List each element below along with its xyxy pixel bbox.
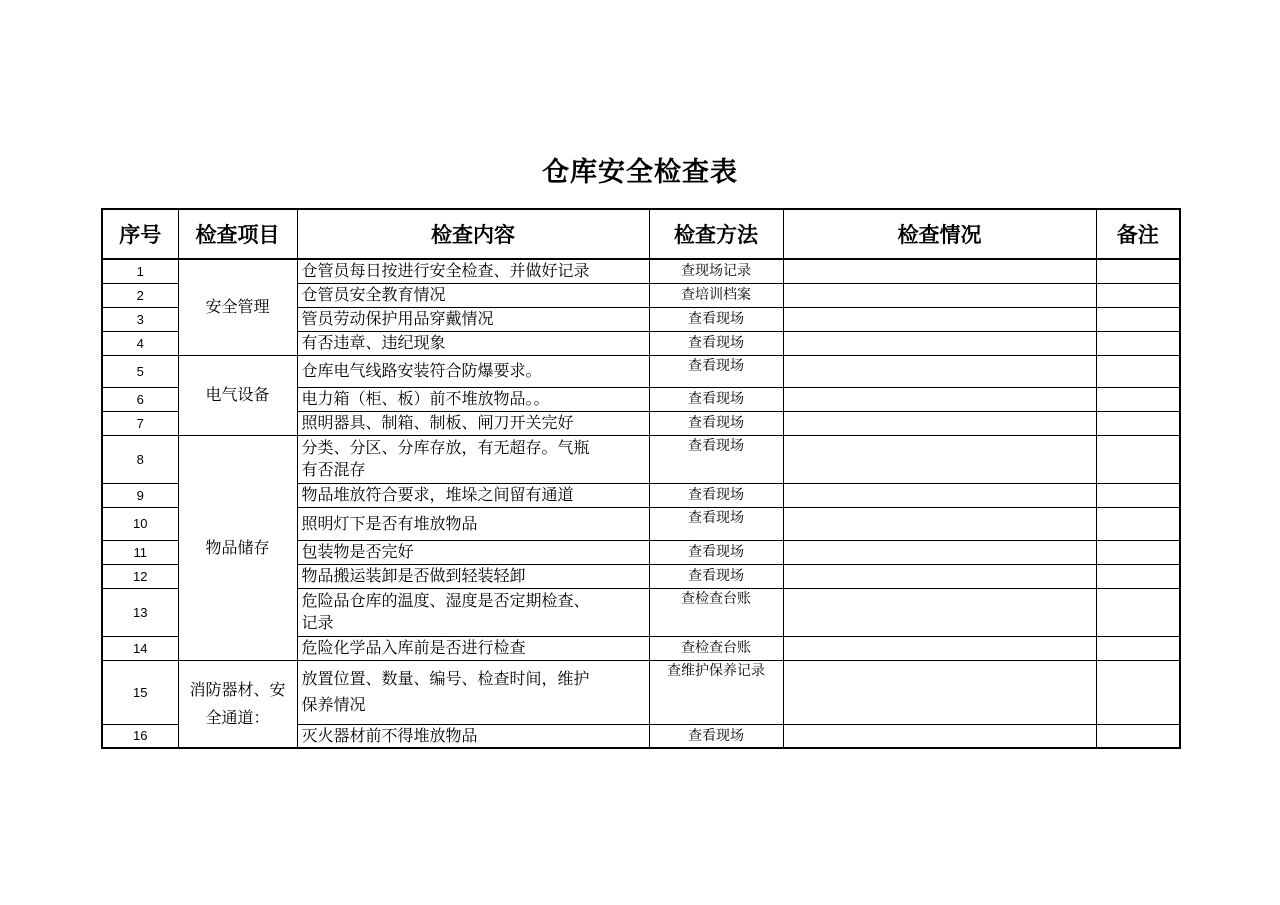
remark-cell[interactable] xyxy=(1096,259,1180,283)
row-content xyxy=(297,588,649,636)
row-content: 仓库电气线路安装符合防爆要求。 xyxy=(297,355,649,387)
category-fire xyxy=(178,660,297,748)
content-line: 危险品仓库的温度、湿度是否定期检查、 xyxy=(301,591,590,610)
row-content: 电力箱（柜、板）前不堆放物品。。 xyxy=(297,387,649,411)
row-method: 查看现场 xyxy=(649,435,783,483)
header-remark: 备注 xyxy=(1096,209,1180,259)
inspection-table xyxy=(101,208,1181,749)
remark-cell[interactable] xyxy=(1096,435,1180,483)
row-method: 查培训档案 xyxy=(649,283,783,307)
row-method: 查看现场 xyxy=(649,507,783,540)
header-method: 检查方法 xyxy=(649,209,783,259)
status-cell[interactable] xyxy=(783,507,1096,540)
status-cell[interactable] xyxy=(783,435,1096,483)
row-content: 管员劳动保护用品穿戴情况 xyxy=(297,307,649,331)
remark-cell[interactable] xyxy=(1096,636,1180,660)
row-number: 6 xyxy=(102,387,178,411)
row-number: 3 xyxy=(102,307,178,331)
category-storage: 物品储存 xyxy=(178,435,297,660)
remark-cell[interactable] xyxy=(1096,411,1180,435)
row-content: 危险化学品入库前是否进行检查 xyxy=(297,636,649,660)
row-content: 照明器具、制箱、制板、闸刀开关完好 xyxy=(297,411,649,435)
row-method: 查现场记录 xyxy=(649,259,783,283)
row-number: 10 xyxy=(102,507,178,540)
remark-cell[interactable] xyxy=(1096,660,1180,724)
row-content: 包装物是否完好 xyxy=(297,540,649,564)
row-content: 物品堆放符合要求，堆垛之间留有通道 xyxy=(297,483,649,507)
row-content xyxy=(297,660,649,724)
remark-cell[interactable] xyxy=(1096,507,1180,540)
status-cell[interactable] xyxy=(783,483,1096,507)
content-line: 记录 xyxy=(301,613,334,632)
row-number: 2 xyxy=(102,283,178,307)
row-number: 15 xyxy=(102,660,178,724)
category-line: 全通道： xyxy=(205,707,270,727)
row-method: 查看现场 xyxy=(649,331,783,355)
remark-cell[interactable] xyxy=(1096,355,1180,387)
header-item: 检查项目 xyxy=(178,209,297,259)
table-row xyxy=(102,435,1180,483)
status-cell[interactable] xyxy=(783,355,1096,387)
row-number: 9 xyxy=(102,483,178,507)
status-cell[interactable] xyxy=(783,331,1096,355)
row-method: 查看现场 xyxy=(649,355,783,387)
status-cell[interactable] xyxy=(783,660,1096,724)
row-content: 仓管员安全教育情况 xyxy=(297,283,649,307)
status-cell[interactable] xyxy=(783,387,1096,411)
remark-cell[interactable] xyxy=(1096,307,1180,331)
status-cell[interactable] xyxy=(783,636,1096,660)
table-row xyxy=(102,259,1180,283)
page-title: 仓库安全检查表 xyxy=(542,157,738,188)
status-cell[interactable] xyxy=(783,540,1096,564)
status-cell[interactable] xyxy=(783,588,1096,636)
row-number: 1 xyxy=(102,259,178,283)
header-row xyxy=(102,209,1180,259)
status-cell[interactable] xyxy=(783,307,1096,331)
content-line: 有否混存 xyxy=(301,460,366,479)
remark-cell[interactable] xyxy=(1096,331,1180,355)
row-method: 查看现场 xyxy=(649,724,783,748)
header-status: 检查情况 xyxy=(783,209,1096,259)
header-num: 序号 xyxy=(102,209,178,259)
row-content: 仓管员每日按进行安全检查、并做好记录 xyxy=(297,259,649,283)
row-method: 查看现场 xyxy=(649,387,783,411)
row-number: 12 xyxy=(102,564,178,588)
header-content: 检查内容 xyxy=(297,209,649,259)
row-method: 查看现场 xyxy=(649,483,783,507)
status-cell[interactable] xyxy=(783,564,1096,588)
row-content: 灭火器材前不得堆放物品 xyxy=(297,724,649,748)
status-cell[interactable] xyxy=(783,411,1096,435)
remark-cell[interactable] xyxy=(1096,540,1180,564)
remark-cell[interactable] xyxy=(1096,564,1180,588)
remark-cell[interactable] xyxy=(1096,588,1180,636)
row-number: 14 xyxy=(102,636,178,660)
status-cell[interactable] xyxy=(783,259,1096,283)
category-safety: 安全管理 xyxy=(178,259,297,355)
remark-cell[interactable] xyxy=(1096,724,1180,748)
remark-cell[interactable] xyxy=(1096,387,1180,411)
row-content: 物品搬运装卸是否做到轻装轻卸 xyxy=(297,564,649,588)
row-method: 查看现场 xyxy=(649,411,783,435)
row-method: 查看现场 xyxy=(649,307,783,331)
row-content: 有否违章、违纪现象 xyxy=(297,331,649,355)
row-content: 照明灯下是否有堆放物品 xyxy=(297,507,649,540)
row-number: 11 xyxy=(102,540,178,564)
table-row xyxy=(102,660,1180,724)
row-number: 7 xyxy=(102,411,178,435)
row-content xyxy=(297,435,649,483)
row-number: 13 xyxy=(102,588,178,636)
row-number: 5 xyxy=(102,355,178,387)
content-line: 分类、分区、分库存放，有无超存。气瓶 xyxy=(301,438,590,457)
status-cell[interactable] xyxy=(783,283,1096,307)
status-cell[interactable] xyxy=(783,724,1096,748)
row-method: 查检查台账 xyxy=(649,588,783,636)
row-method: 查看现场 xyxy=(649,564,783,588)
row-number: 8 xyxy=(102,435,178,483)
category-line: 消防器材、安 xyxy=(189,679,286,699)
row-number: 4 xyxy=(102,331,178,355)
row-method: 查检查台账 xyxy=(649,636,783,660)
remark-cell[interactable] xyxy=(1096,283,1180,307)
row-method: 查维护保养记录 xyxy=(649,660,783,724)
table-row xyxy=(102,355,1180,387)
content-line: 放置位置、数量、编号、检查时间，维护 xyxy=(301,669,590,688)
category-electric: 电气设备 xyxy=(178,355,297,435)
content-line: 保养情况 xyxy=(301,695,366,714)
row-number: 16 xyxy=(102,724,178,748)
row-method: 查看现场 xyxy=(649,540,783,564)
remark-cell[interactable] xyxy=(1096,483,1180,507)
